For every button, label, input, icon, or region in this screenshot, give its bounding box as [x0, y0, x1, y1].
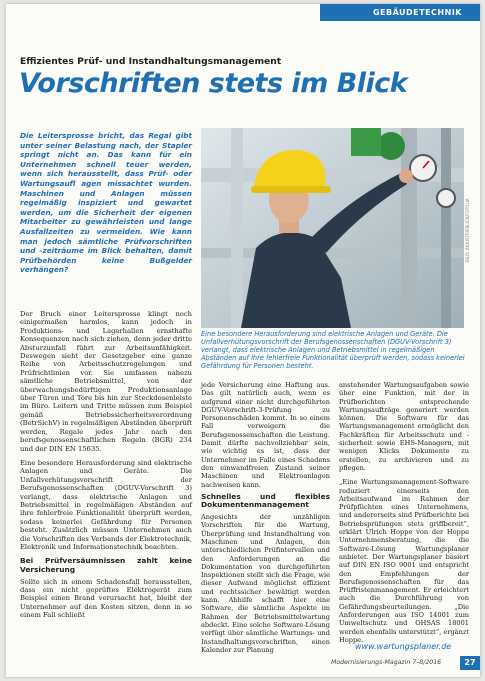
- subheading: Schnelles und flexibles Dokumentenmanagement: [201, 491, 330, 510]
- paragraph: anstehender Wartungsaufgaben sowie über eine Funktion, mit der in Prüfberichten entsprechende Wartungsaufträge generiert werden können. Die Software für das Wartungsmanagement ermöglicht den Fachkräften für Arbeitsschutz und -sicherheit sowie EHS-Managern, mit wenigen Klicks Dokumente zu erstellen, zu archivieren und zu pflegen.: [339, 381, 469, 472]
- website-link[interactable]: www.wartungsplaner.de: [355, 642, 452, 651]
- footer-publication: Modernisierungs-Magazin 7–8/2016: [331, 659, 442, 666]
- photo-credit: BILD: INDUSTRIEBLICK/FOTOLIA: [465, 198, 470, 262]
- worker-photo-illustration: [201, 128, 464, 328]
- column-1: [20, 310, 192, 626]
- headline: Vorschriften stets im Blick: [19, 68, 408, 99]
- photo-caption: Eine besondere Herausforderung sind elektrische Anlagen und Geräte. Die Unfallverhütungsvorschrift der Berufsgenossenschaften (DGUV-Vorschrift 3) verlangt, dass elektrische Anlagen und Betriebsmittel in regelmäßigen Abständen auf ihre fehlerfreie Funktionalität überprüft werden, sodass keinerlei Gefährdung für Personen besteht.: [201, 330, 465, 370]
- column-3: [339, 381, 469, 650]
- section-tag: GEBÄUDETECHNIK: [320, 4, 480, 21]
- paragraph: Angesichts der unzähligen Vorschriften für die Wartung, Überprüfung und Instandhaltung von Maschinen und Anlagen, den unterschiedlichen Prüfintervallen und den Anforderungen an die Dokumentation von durchgeführten Inspektionen stellt sich die Frage, wie dieser Aufwand möglichst effizient und rechtssicher bewältigt werden kann. Abhilfe schafft hier eine Software, die sämtliche Aspekte im Rahmen der Betriebsmittelwartung abdeckt. Eine solche Software-Lösung verfügt über sämtliche Wartungs- und Instandhaltungsvorschriften, einen Kalender zur Planung: [201, 513, 330, 654]
- paragraph: jede Versicherung eine Haftung aus. Das gilt natürlich auch, wenn es aufgrund einer nicht durchgeführten DGUV-Vorschrift-3-Prüfung zu Personenschäden kommt. In so einem Fall verweigern die Berufsgenossenschaften die Leistung. Damit dürfte nachvollziehbar sein, wie wichtig es ist, dass der Unternehmer im Falle eines Schadens den einwandfreien Zustand seiner Maschinen und Elektroanlagen nachweisen kann.: [201, 381, 330, 489]
- page-number: 27: [460, 656, 480, 670]
- column-2: [201, 381, 330, 658]
- lead-paragraph: Die Leitersprosse bricht, das Regal gibt unter seiner Belastung nach, der Stapler springt nicht an. Das kann für ein Unternehmen schnell teuer werden, wenn sich herausstellt, dass Prüf- oder Wartungsaufl agen missachtet wurden. Maschinen und Anlagen müssen regelmäßig inspiziert und gewartet werden, um die Sicherheit der eigenen Mitarbeiter zu gewährleisten und lange Ausfallzeiten zu vermeiden. Wie kann man jedoch sämtliche Prüfvorschriften und -zeiträume im Blick behalten, damit Prüfbehörden keine Bußgelder verhängen?: [20, 131, 192, 275]
- article-photo: [201, 128, 464, 328]
- magazine-page: [6, 4, 480, 677]
- subheading: Bei Prüfversäumnissen zahlt keine Versicherung: [20, 556, 192, 574]
- paragraph: Der Bruch einer Leitersprosse klingt noch einigermaßen harmlos, kann jedoch in Produktions- und Lagerhallen ernsthafte Konsequenzen nach sich ziehen, denn jeder dritte Absturzunfall führt zur Arbeitsunfähigkeit. Deswegen sieht der Gesetzgeber eine ganze Reihe von Arbeitsschutzregelungen und Prüfrichtlinien vor. Sie umfassen nahezu sämtliche Betriebsmittel, von der überwachungsbedürftigen Produktionsanlage über Türen und Tore bis hin zur Steckdosenleiste im Büro. Leitern und Tritte müssen zum Beispiel gemäß Betriebssicherheitsverordnung (BetrSichV) in regelmäßigen Abständen überprüft werden, Regale jedes Jahr nach den berufsgenossenschaftlichen Regeln (BGR) 234 und der DIN EN 15635.: [20, 310, 192, 453]
- kicker: Effizientes Prüf- und Instandhaltungsmanagement: [20, 56, 282, 67]
- paragraph: Eine besondere Herausforderung sind elektrische Anlagen und Geräte. Die Unfallverhütungsvorschrift der Berufsgenossenschaften (DGUV-Vorschrift 3) verlangt, dass elektrische Anlagen und Betriebsmittel in regelmäßigen Abständen auf ihre fehlerfreie Funktionalität überprüft werden, sodass keinerlei Gefährdung für Personen besteht. Zusätzlich müssen Unternehmen auch die Vorschriften des Verbands der Elektrotechnik, Elektronik und Informationstechnik beachten.: [20, 458, 192, 551]
- paragraph: „Eine Wartungsmanagement-Software reduziert einerseits den Arbeitsaufwand im Rahmen der Prüfpflichten eines Unternehmens, und andererseits sind Prüfberichte bei Betriebsprüfungen stets griffbereit“, erklärt Ulrich Hoppe von der Hoppe Unternehmensberatung, die die Software-Lösung Wartungsplaner anbietet. Der Wartungsplaner basiert auf DIN EN ISO 9001 und entspricht den Empfehlungen der Berufsgenossenschaften für das Prüffristenmanagement. Er erleichtert auch die Durchführung von Gefährdungsbeurteilungen. „Die Anforderungen aus ISO 14001 zum Umweltschutz und OHSAS 18001 werden ebenfalls unterstützt“, ergänzt Hoppe.: [339, 478, 469, 644]
- paragraph: Sollte sich in einem Schadensfall herausstellen, dass ein nicht geprüftes Elektrogerät zum Beispiel einen Brand verursacht hat, bleibt der Unternehmer auf den Kosten sitzen, denn in so einem Fall schließt: [20, 577, 192, 620]
